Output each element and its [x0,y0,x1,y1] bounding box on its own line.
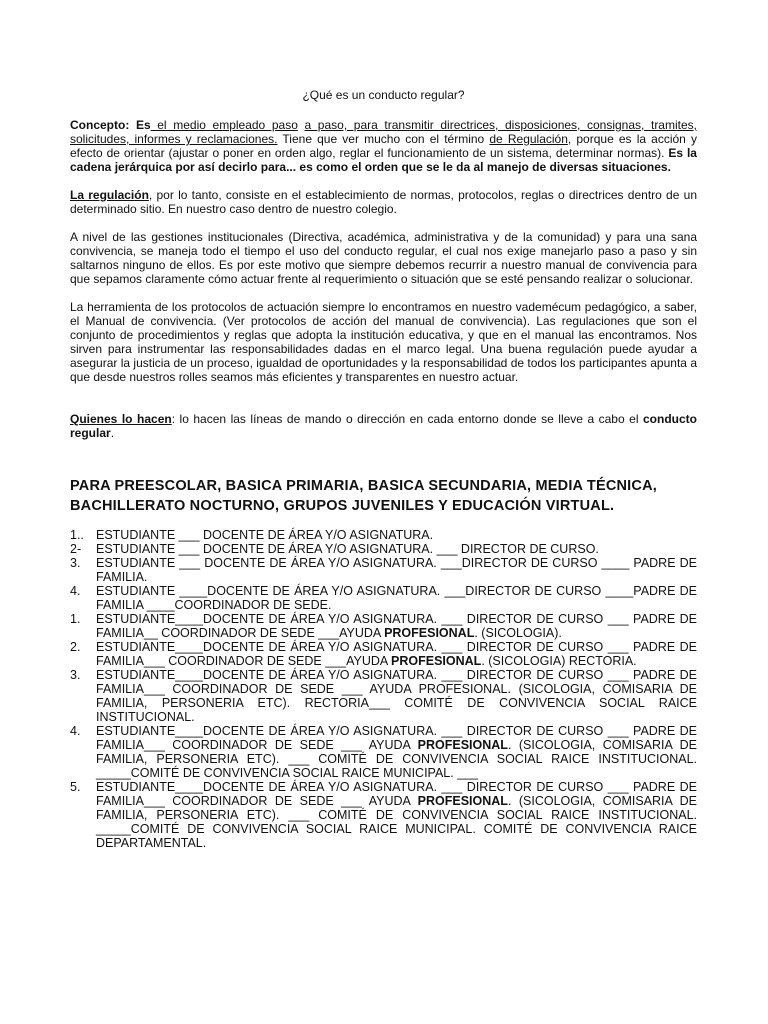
step-number: 4. [70,724,81,738]
step-number: 3. [70,556,81,570]
document-title: ¿Qué es un conducto regular? [302,88,465,102]
step-text-post: . (SICOLOGIA, COMISARIA DE FAMILIA, PERSONERIA ETC). ___ COMITÉ DE CONVIVENCIA SOCIAL RAICE INSTITUCIONAL. _____COMITÉ DE CONVIVENCIA SOCIAL RAICE MUNICIPAL. ___ [96,738,697,780]
list-item [70,780,697,850]
list-item [70,528,697,542]
step-text [96,612,697,640]
step-text-post: . (SICOLOGIA) RECTORIA. [481,654,637,668]
concept-space [298,118,305,132]
step-text: ESTUDIANTE ___ DOCENTE DE ÁREA Y/O ASIGNATURA. ___ DIRECTOR DE CURSO. [96,542,599,556]
step-text [96,640,697,668]
concept-text-2: , porque es la acción y efecto de orientar (ajustar o poner en orden algo, reglar el funcionamiento de un sistema, determinar normas). [70,132,697,160]
who-text: : lo hacen las líneas de mando o dirección en cada entorno donde se lleve a cabo el [171,412,643,426]
who-bold: conducto regular [70,412,697,440]
section-heading: PARA PREESCOLAR, BASICA PRIMARIA, BASICA SECUNDARIA, MEDIA TÉCNICA, BACHILLERATO NOCTURNO, GRUPOS JUVENILES Y EDUCACIÓN VIRTUAL. [70,478,657,514]
step-number: 2- [70,542,82,556]
list-item [70,556,697,584]
tools-paragraph: La herramienta de los protocolos de actuación siempre lo encontramos en nuestro vademécum pedagógico, a saber, el Manual de convivencia. (Ver protocolos de acción del manual de convivencia). Las regulaciones que son el conjunto de procedimientos y reglas que adopta la institución educativa, y que en el manual las encontramos. Nos sirven para instrumentar las responsabilidades dadas en el marco legal. Una buena regulación puede ayudar a asegurar la justicia de un proceso, igualdad de oportunidades y la responsabilidad de todos los participantes apunta a que desde nuestros rolles seamos más eficientes y transparentes en nuestro actuar. [70,300,697,384]
concept-underlined-3: de Regulación [489,132,568,146]
step-number: 3. [70,668,81,682]
conduct-steps-list [70,528,697,850]
step-text-pre: ESTUDIANTE____DOCENTE DE ÁREA Y/O ASIGNATURA. ___ DIRECTOR DE CURSO ___ PADRE DE FAMILIA___ COORDINADOR DE SEDE ___ AYUDA [96,724,697,752]
concept-paragraph [70,118,697,174]
who-term: Quienes lo hacen [70,412,172,426]
step-text-bold: PROFESIONAL [391,654,482,668]
step-text-post: . (SICOLOGIA, COMISARIA DE FAMILIA, PERSONERIA ETC). ___ COMITÉ DE CONVIVENCIA SOCIAL RAICE INSTITUCIONAL. _____COMITÉ DE CONVIVENCIA SOCIAL RAICE MUNICIPAL. COMITÉ DE CONVIVENCIA RAICE DEPARTAMENTAL. [96,794,697,850]
step-text-pre: ESTUDIANTE____DOCENTE DE ÁREA Y/O ASIGNATURA. ___ DIRECTOR DE CURSO ___ PADRE DE FAMILIA__ COORDINADOR DE SEDE ___AYUDA [96,612,697,640]
list-item [70,584,697,612]
concept-es: Es [129,118,151,132]
document-body [70,88,697,850]
step-number: 5. [70,780,81,794]
list-item [70,542,697,556]
step-text: ESTUDIANTE____DOCENTE DE ÁREA Y/O ASIGNATURA. ___ DIRECTOR DE CURSO ___ PADRE DE FAMILIA___ COORDINADOR DE SEDE ___ AYUDA PROFESIONAL. (SICOLOGIA, COMISARIA DE FAMILIA, PERSONERIA ETC). RECTORIA___ COMITÉ DE CONVIVENCIA SOCIAL RAICE INSTITUCIONAL. [96,668,697,724]
regulation-term: La regulación [70,188,149,202]
step-text-bold: PROFESIONAL [384,626,475,640]
institutional-paragraph: A nivel de las gestiones institucionales (Directiva, académica, administrativa y de la comunidad) y para una sana convivencia, se maneja todo el tiempo el uso del conducto regular, el cual nos exige manejarlo paso a paso y sin saltarnos ninguno de ellos. Es por este motivo que siempre debemos recurrir a nuestro manual de convivencia para que sepamos claramente cómo actuar frente al requerimiento o situación que se esté pensando realizar o solucionar. [70,230,697,286]
who-paragraph [70,412,697,440]
list-item [70,640,697,668]
concept-underlined-2: a paso, para transmitir directrices, disposiciones, consignas, tramites, solicitudes, informes y reclamaciones. [70,118,697,146]
step-text [96,724,697,780]
step-text-pre: ESTUDIANTE____DOCENTE DE ÁREA Y/O ASIGNATURA. ___ DIRECTOR DE CURSO ___ PADRE DE FAMILIA___ COORDINADOR DE SEDE ___ AYUDA [96,780,697,808]
step-number: 4. [70,584,81,598]
concept-label: Concepto: [70,118,130,132]
concept-text-1: Tiene que ver mucho con el término [277,132,490,146]
step-text: ESTUDIANTE ____DOCENTE DE ÁREA Y/O ASIGNATURA. ___DIRECTOR DE CURSO ____PADRE DE FAMILIA ____COORDINADOR DE SEDE. [96,584,697,612]
step-number: 1.. [70,528,84,542]
step-number: 1. [70,612,81,626]
list-item [70,668,697,724]
step-text-bold: PROFESIONAL [417,794,508,808]
step-text: ESTUDIANTE ___ DOCENTE DE ÁREA Y/O ASIGNATURA. [96,528,434,542]
step-text-post: . (SICOLOGIA). [474,626,562,640]
list-item [70,612,697,640]
regulation-paragraph [70,188,697,216]
step-text [96,780,697,850]
concept-bold-text: Es la cadena jerárquica por así decirlo para... es como el orden que se le da al manejo de diversas situaciones. [70,146,697,174]
list-item [70,724,697,780]
step-number: 2. [70,640,81,654]
step-text-bold: PROFESIONAL [417,738,508,752]
regulation-text: , por lo tanto, consiste en el establecimiento de normas, protocolos, reglas o directrices dentro de un determinado sitio. En nuestro caso dentro de nuestro colegio. [70,188,697,216]
concept-underlined-1: el medio empleado paso [150,118,298,132]
step-text-pre: ESTUDIANTE____DOCENTE DE ÁREA Y/O ASIGNATURA. ___ DIRECTOR DE CURSO ___ PADRE DE FAMILIA___ COORDINADOR DE SEDE ___AYUDA [96,640,697,668]
who-end: . [110,426,115,440]
step-text: ESTUDIANTE ___ DOCENTE DE ÁREA Y/O ASIGNATURA. ___DIRECTOR DE CURSO ____ PADRE DE FAMILIA. [96,556,697,584]
